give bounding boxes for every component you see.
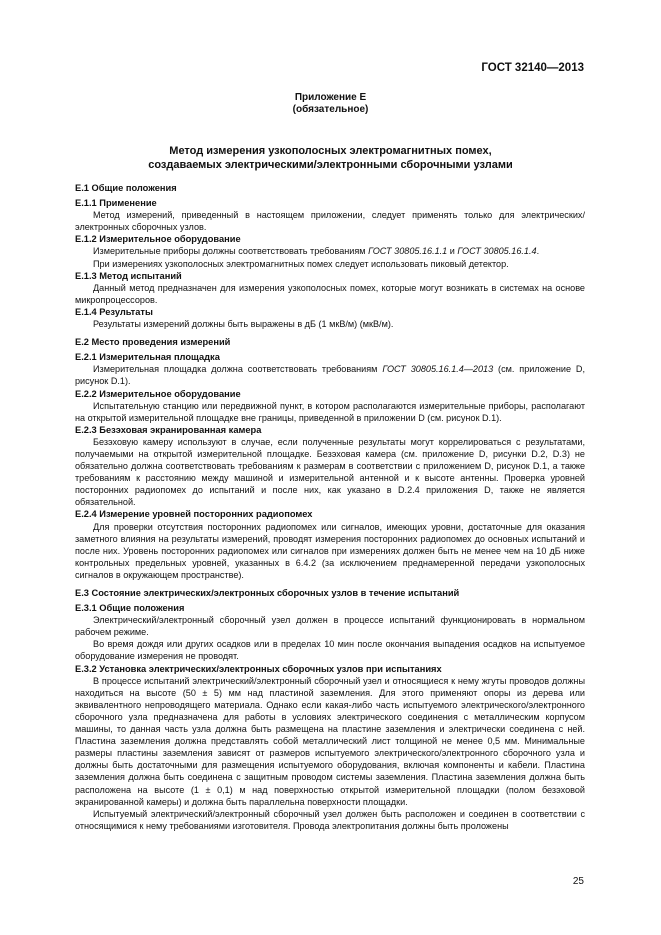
section-e3-1-paragraph-2: Во время дождя или других осадков или в пределах 10 мин после окончания выпадения осадков на испытуемое оборудование измерения не проводят. [75, 639, 585, 662]
standard-reference: ГОСТ 30805.16.1.4—2013 [382, 364, 494, 375]
section-e1-4-heading: Е.1.4 Результаты [75, 306, 153, 317]
page-number: 25 [572, 876, 584, 887]
section-e1-heading: Е.1 Общие положения [75, 183, 177, 193]
section-e2-4-heading: Е.2.4 Измерение уровней посторонних радиопомех [75, 509, 313, 520]
document-title-line-1: Метод измерения узкополосных электромагнитных помех, [169, 145, 492, 157]
annex-status: (обязательное) [292, 104, 369, 115]
section-e2-3-paragraph: Безэховую камеру используют в случае, если полученные результаты могут коррелироваться с результатами, получаемыми на открытой измерительной площадке. Безэховая камера (см. приложение D, рисунки D.2, D.3) не обязательно должна соответствовать требованиям к размерам в соответствии с приложением D, рисунок D.1, а также требованиям к расстоянию между машиной и измерительной антенной и к высоте антенны. Проверка уровней посторонних радиопомех до испытаний и после них, как указано в D.2.4 приложения D, также не является обязательной. [75, 436, 585, 508]
section-e1-3-heading: Е.1.3 Метод испытаний [75, 270, 182, 281]
section-e1-2-heading: Е.1.2 Измерительное оборудование [75, 234, 241, 245]
document-body [75, 182, 585, 832]
section-e2-4-paragraph: Для проверки отсутствия посторонних радиопомех или сигналов, имеющих уровни, достаточные для оказания заметного влияния на результаты измерений, проводят измерения посторонних радиопомех до основных испытаний и после них. Уровень посторонних радиопомех или сигналов при измерениях должен быть не менее чем на 10 дБ ниже контрольных предельных уровней, указанных в 6.4.2 (за исключением преднамеренной передачи узкополосных сигналов в окружающем пространстве). [75, 521, 585, 580]
section-e2-2-heading: Е.2.2 Измерительное оборудование [75, 388, 241, 399]
section-e2-heading: Е.2 Место проведения измерений [75, 337, 231, 348]
standard-reference: ГОСТ 30805.16.1.4 [457, 246, 537, 257]
document-title-line-2: создаваемых электрическими/электронными сборочными узлами [148, 159, 513, 171]
section-e2-1-paragraph: Измерительная площадка должна соответствовать требованиям ГОСТ 30805.16.1.4—2013 (см. приложение D, рисунок D.1). [75, 364, 585, 387]
section-e1-3-paragraph: Данный метод предназначен для измерения узкополосных помех, которые могут возникать в системах на основе микропроцессоров. [75, 282, 585, 305]
standard-reference: ГОСТ 30805.16.1.1 [368, 246, 448, 257]
section-e2-2-paragraph: Испытательную станцию или передвижной пункт, в котором располагаются измерительные приборы, располагают на открытой измерительной площадке вне границы, приведенной в приложении D (см. рисунок D.1). [75, 400, 585, 423]
section-e3-1-heading: Е.3.1 Общие положения [75, 603, 185, 614]
section-e2-1-heading: Е.2.1 Измерительная площадка [75, 352, 220, 363]
section-e2-3-heading: Е.2.3 Безэховая экранированная камера [75, 424, 262, 435]
document-title [0, 144, 661, 172]
section-e3-1-paragraph-1: Электрический/электронный сборочный узел должен в процессе испытаний функционировать в нормальном рабочем режиме. [75, 615, 585, 638]
section-e3-2-paragraph-2: Испытуемый электрический/электронный сборочный узел должен быть расположен и соединен в соответствии с относящимися к нему требованиями изготовителя. Провода электропитания должны быть проложены [75, 808, 585, 831]
section-e1-1-heading: Е.1.1 Применение [75, 198, 157, 209]
section-e3-2-heading: Е.3.2 Установка электрических/электронных сборочных узлов при испытаниях [75, 663, 442, 674]
standard-designation: ГОСТ 32140—2013 [481, 62, 584, 74]
annex-title: Приложение Е [294, 92, 367, 103]
section-e1-4-paragraph: Результаты измерений должны быть выражены в дБ (1 мкВ/м) (мкВ/м). [93, 319, 394, 330]
section-e1-2-paragraph-2: При измерениях узкополосных электромагнитных помех следует использовать пиковый детектор. [93, 258, 509, 269]
section-e3-2-paragraph-1: В процессе испытаний электрический/электронный сборочный узел и относящиеся к нему жгуты проводов должны находиться на высоте (50 ± 5) мм над пластиной заземления. Для этого применяют опоры из дерева или эквивалентного непроводящего материала. Однако если какая-либо часть испытуемого электрического/электронного сборочного узла предназначена для работы в условиях электрического соединения с металлическим корпусом машины, то данная часть узла должна быть размещена на пластине заземления и электрически соединена с ней. Пластина заземления должна представлять собой металлический лист толщиной не менее 0,5 мм. Минимальные размеры пластины заземления зависят от размеров испытуемого электрического/электронного сборочного узла и должны быть достаточными для размещения испытуемого оборудования, включая компоненты и кабели. Пластина заземления должна быть соединена с защитным проводом системы заземления. Пластина заземления должна быть расположена на высоте (1 ± 0,1) м над поверхностью открытой измерительной площадки (полом безэховой экранированной камеры) и должна быть параллельна поверхности площадки. [75, 675, 585, 807]
section-e1-1-paragraph: Метод измерений, приведенный в настоящем приложении, следует применять только для электрических/электронных сборочных узлов. [75, 210, 585, 233]
section-e3-heading: Е.3 Состояние электрических/электронных сборочных узлов в течение испытаний [75, 588, 460, 598]
annex-heading [0, 92, 661, 116]
section-e1-2-paragraph-1: Измерительные приборы должны соответствовать требованиям ГОСТ 30805.16.1.1 и ГОСТ 30805.16.1.4. [93, 246, 540, 257]
